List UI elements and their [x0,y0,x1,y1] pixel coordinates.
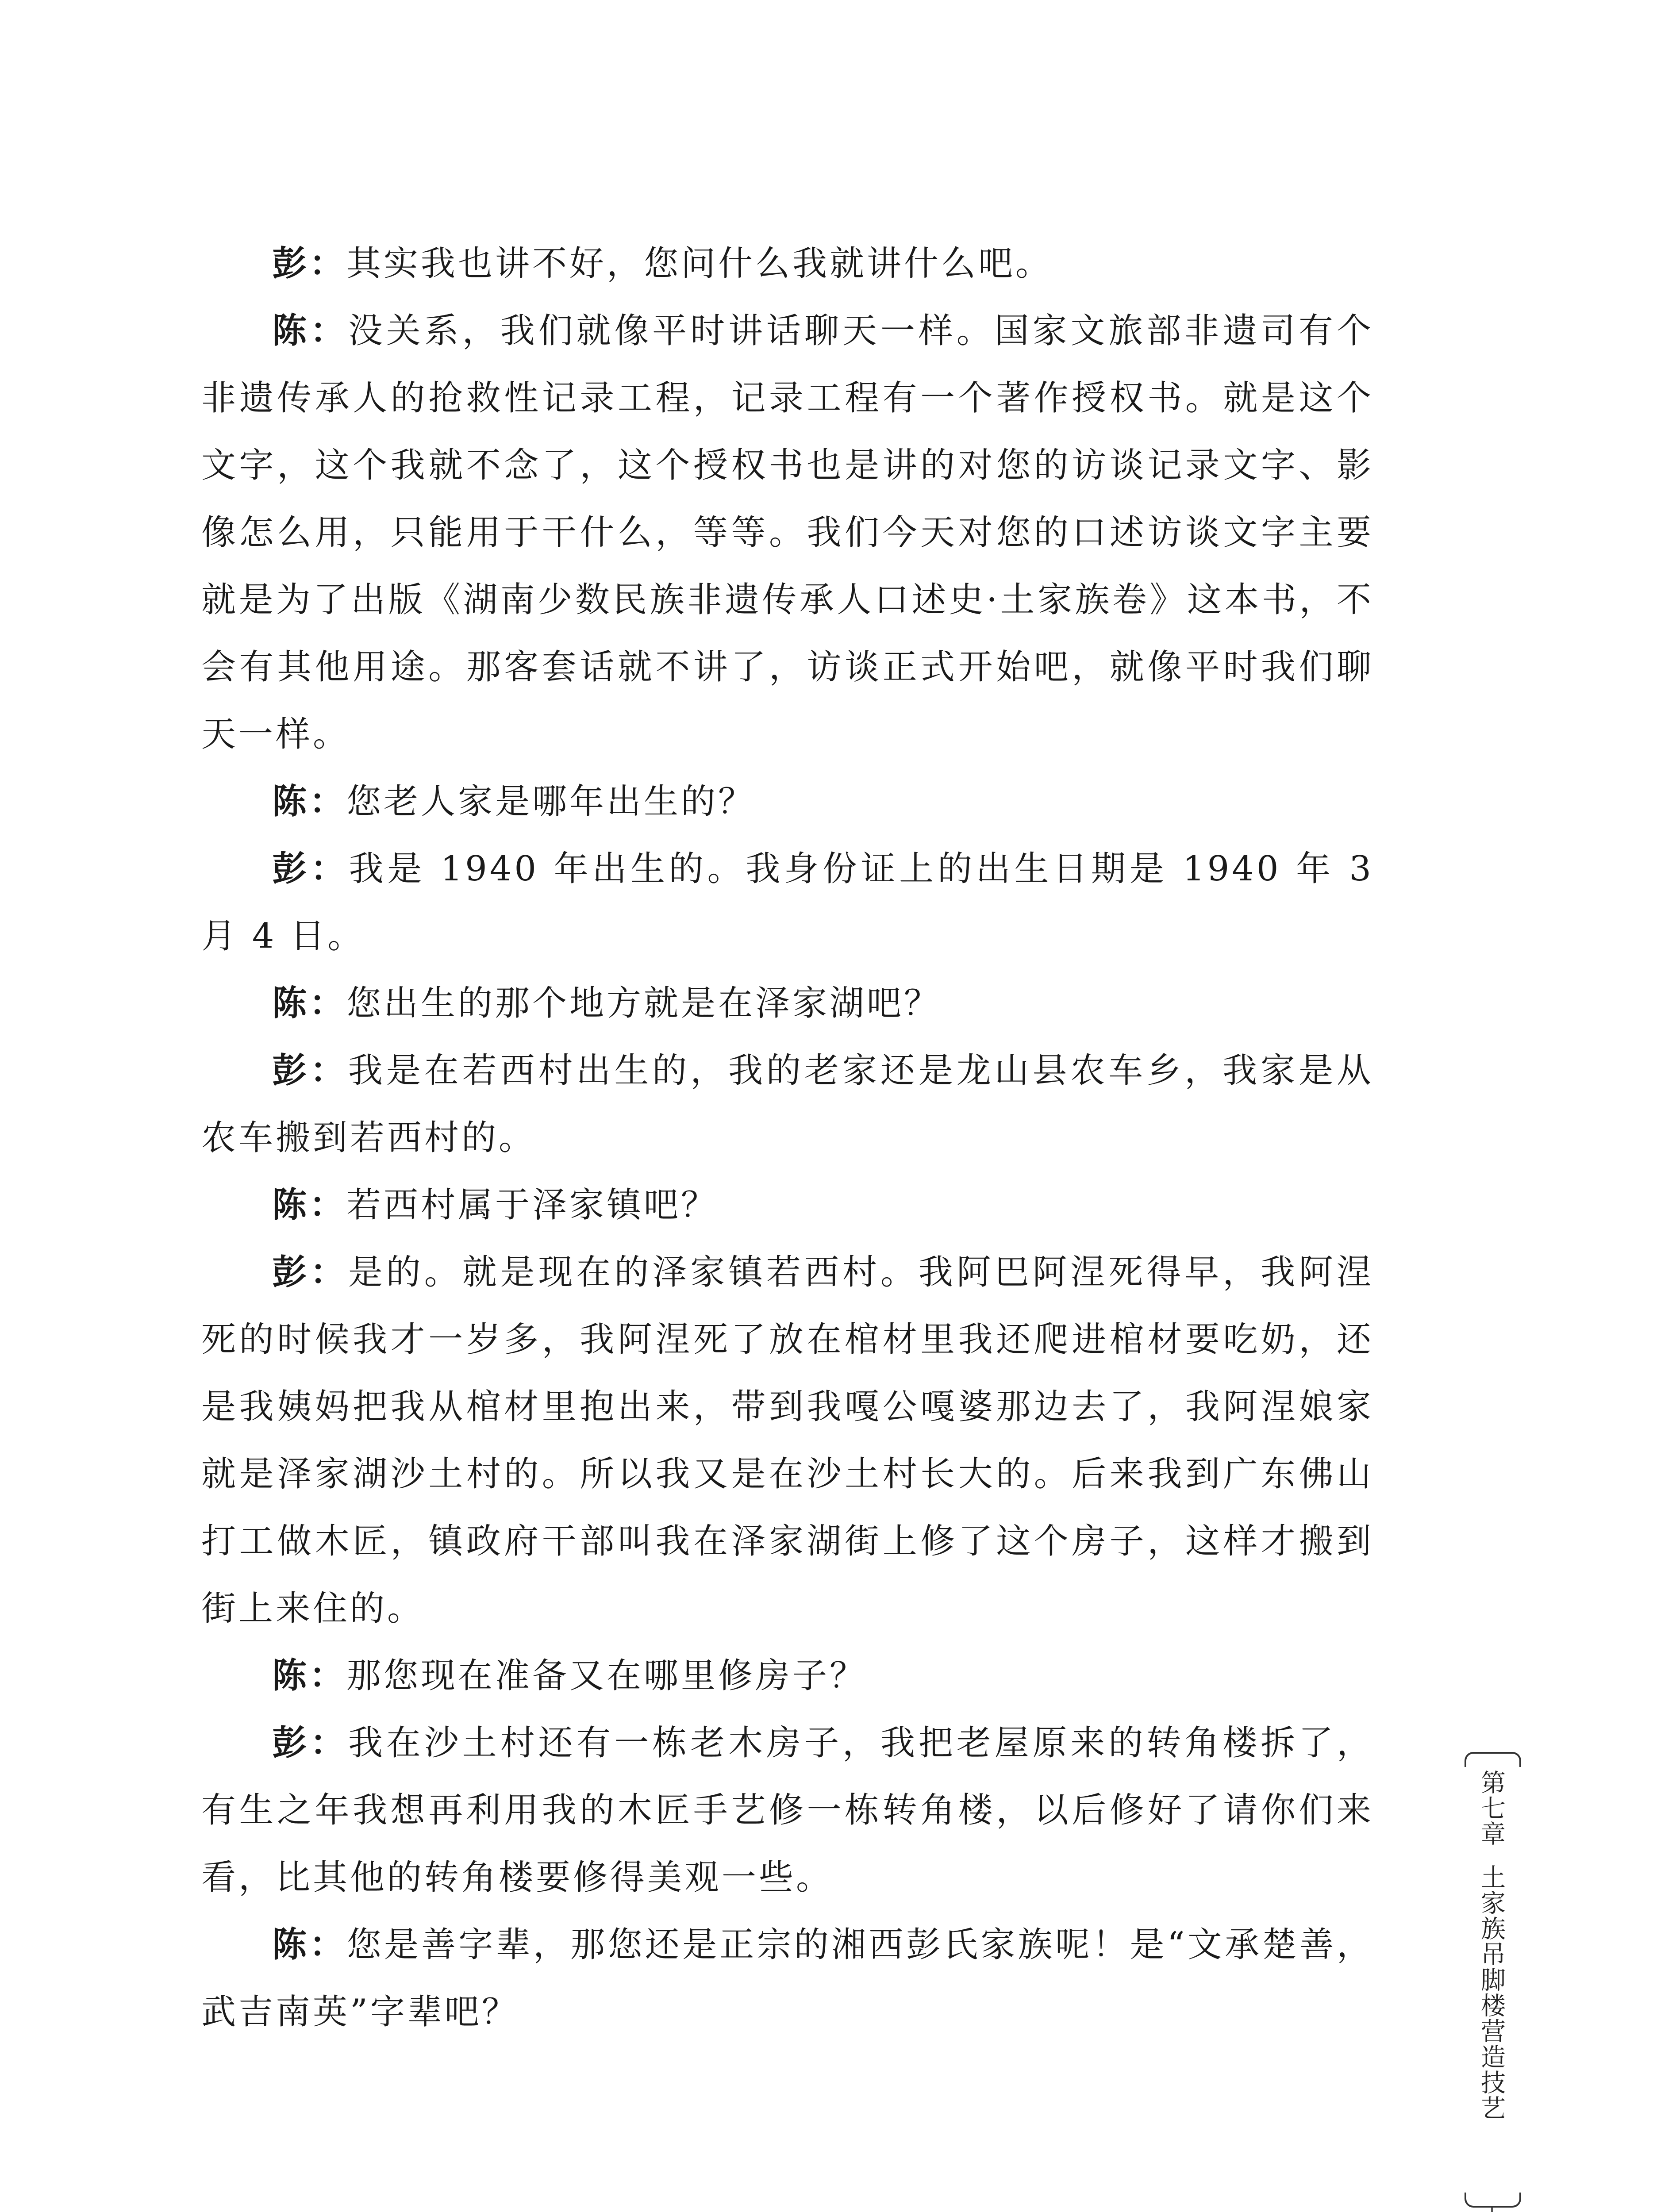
speaker-label: 彭： [272,1051,348,1091]
paragraph-text: 没关系，我们就像平时讲话聊天一样。国家文旅部非遗司有个非遗传承人的抢救性记录工程，记录工程有一个著作授权书。就是这个文字，这个我就不念了，这个授权书也是讲的对您的访谈记录文字、影像怎么用，只能用于干什么，等等。我们今天对您的口述访谈文字主要就是为了出版《湖南少数民族非遗传承人口述史·土家族卷》这本书，不会有其他用途。那客套话就不讲了，访谈正式开始吧，就像平时我们聊天一样。 [201,311,1374,754]
speaker-label: 彭： [272,244,347,284]
paragraph-8 [201,1642,1374,1709]
speaker-label: 彭： [272,849,349,889]
paragraph-text: 是的。就是现在的泽家镇若西村。我阿巴阿涅死得早，我阿涅死的时候我才一岁多，我阿涅死了放在棺材里我还爬进棺材要吃奶，还是我姨妈把我从棺材里抱出来，带到我嘎公嘎婆那边去了，我阿涅娘家就是泽家湖沙土村的。所以我又是在沙土村长大的。后来我到广东佛山打工做木匠，镇政府干部叫我在泽家湖街上修了这个房子，这样才搬到街上来住的。 [201,1252,1374,1628]
paragraph-text: 您出生的那个地方就是在泽家湖吧？ [346,983,942,1023]
speaker-label: 陈： [272,1185,347,1225]
paragraph-2 [201,768,1374,835]
margin-rule [1491,2208,1493,2212]
paragraph-1 [201,297,1374,768]
paragraph-text: 您老人家是哪年出生的？ [346,782,756,822]
paragraph-10 [201,1911,1374,2046]
paragraph-5 [201,1037,1374,1171]
speaker-label: 彭： [272,1723,348,1763]
speaker-label: 陈： [272,1925,347,1965]
chapter-title: 土家族吊脚楼营造技艺 [1477,1864,1506,2121]
paragraph-text: 我是在若西村出生的，我的老家还是龙山县农车乡，我家是从农车搬到若西村的。 [201,1051,1374,1158]
speaker-label: 陈： [272,983,347,1023]
paragraph-text: 我在沙土村还有一栋老木房子，我把老屋原来的转角楼拆了，有生之年我想再利用我的木匠手艺修一栋转角楼，以后修好了请你们来看，比其他的转角楼要修得美观一些。 [201,1723,1374,1897]
paragraph-3 [201,835,1374,970]
interview-text [201,230,1374,2046]
paragraph-text: 其实我也讲不好，您问什么我就讲什么吧。 [346,244,1053,284]
paragraph-0 [201,230,1374,297]
speaker-label: 陈： [272,1656,347,1696]
chapter-marker [1460,1752,1522,2208]
paragraph-9 [201,1709,1374,1911]
paragraph-text: 我是 1940 年出生的。我身份证上的出生日期是 1940 年 3 月 4 日。 [201,849,1374,956]
paragraph-7 [201,1239,1374,1642]
paragraph-4 [201,970,1374,1037]
paragraph-6 [201,1171,1374,1239]
paragraph-text: 若西村属于泽家镇吧？ [346,1185,719,1225]
speaker-label: 陈： [272,782,347,822]
chapter-number: 第七章 [1477,1770,1506,1847]
bracket-top-ornament [1465,1752,1521,1767]
speaker-label: 彭： [272,1252,348,1292]
bracket-bottom-ornament [1465,2193,1521,2208]
chapter-vertical-label [1460,1770,1522,2121]
speaker-label: 陈： [272,311,348,351]
paragraph-text: 您是善字辈，那您还是正宗的湘西彭氏家族呢！是“文承楚善，武吉南英”字辈吧？ [201,1925,1374,2032]
paragraph-text: 那您现在准备又在哪里修房子？ [346,1656,867,1696]
